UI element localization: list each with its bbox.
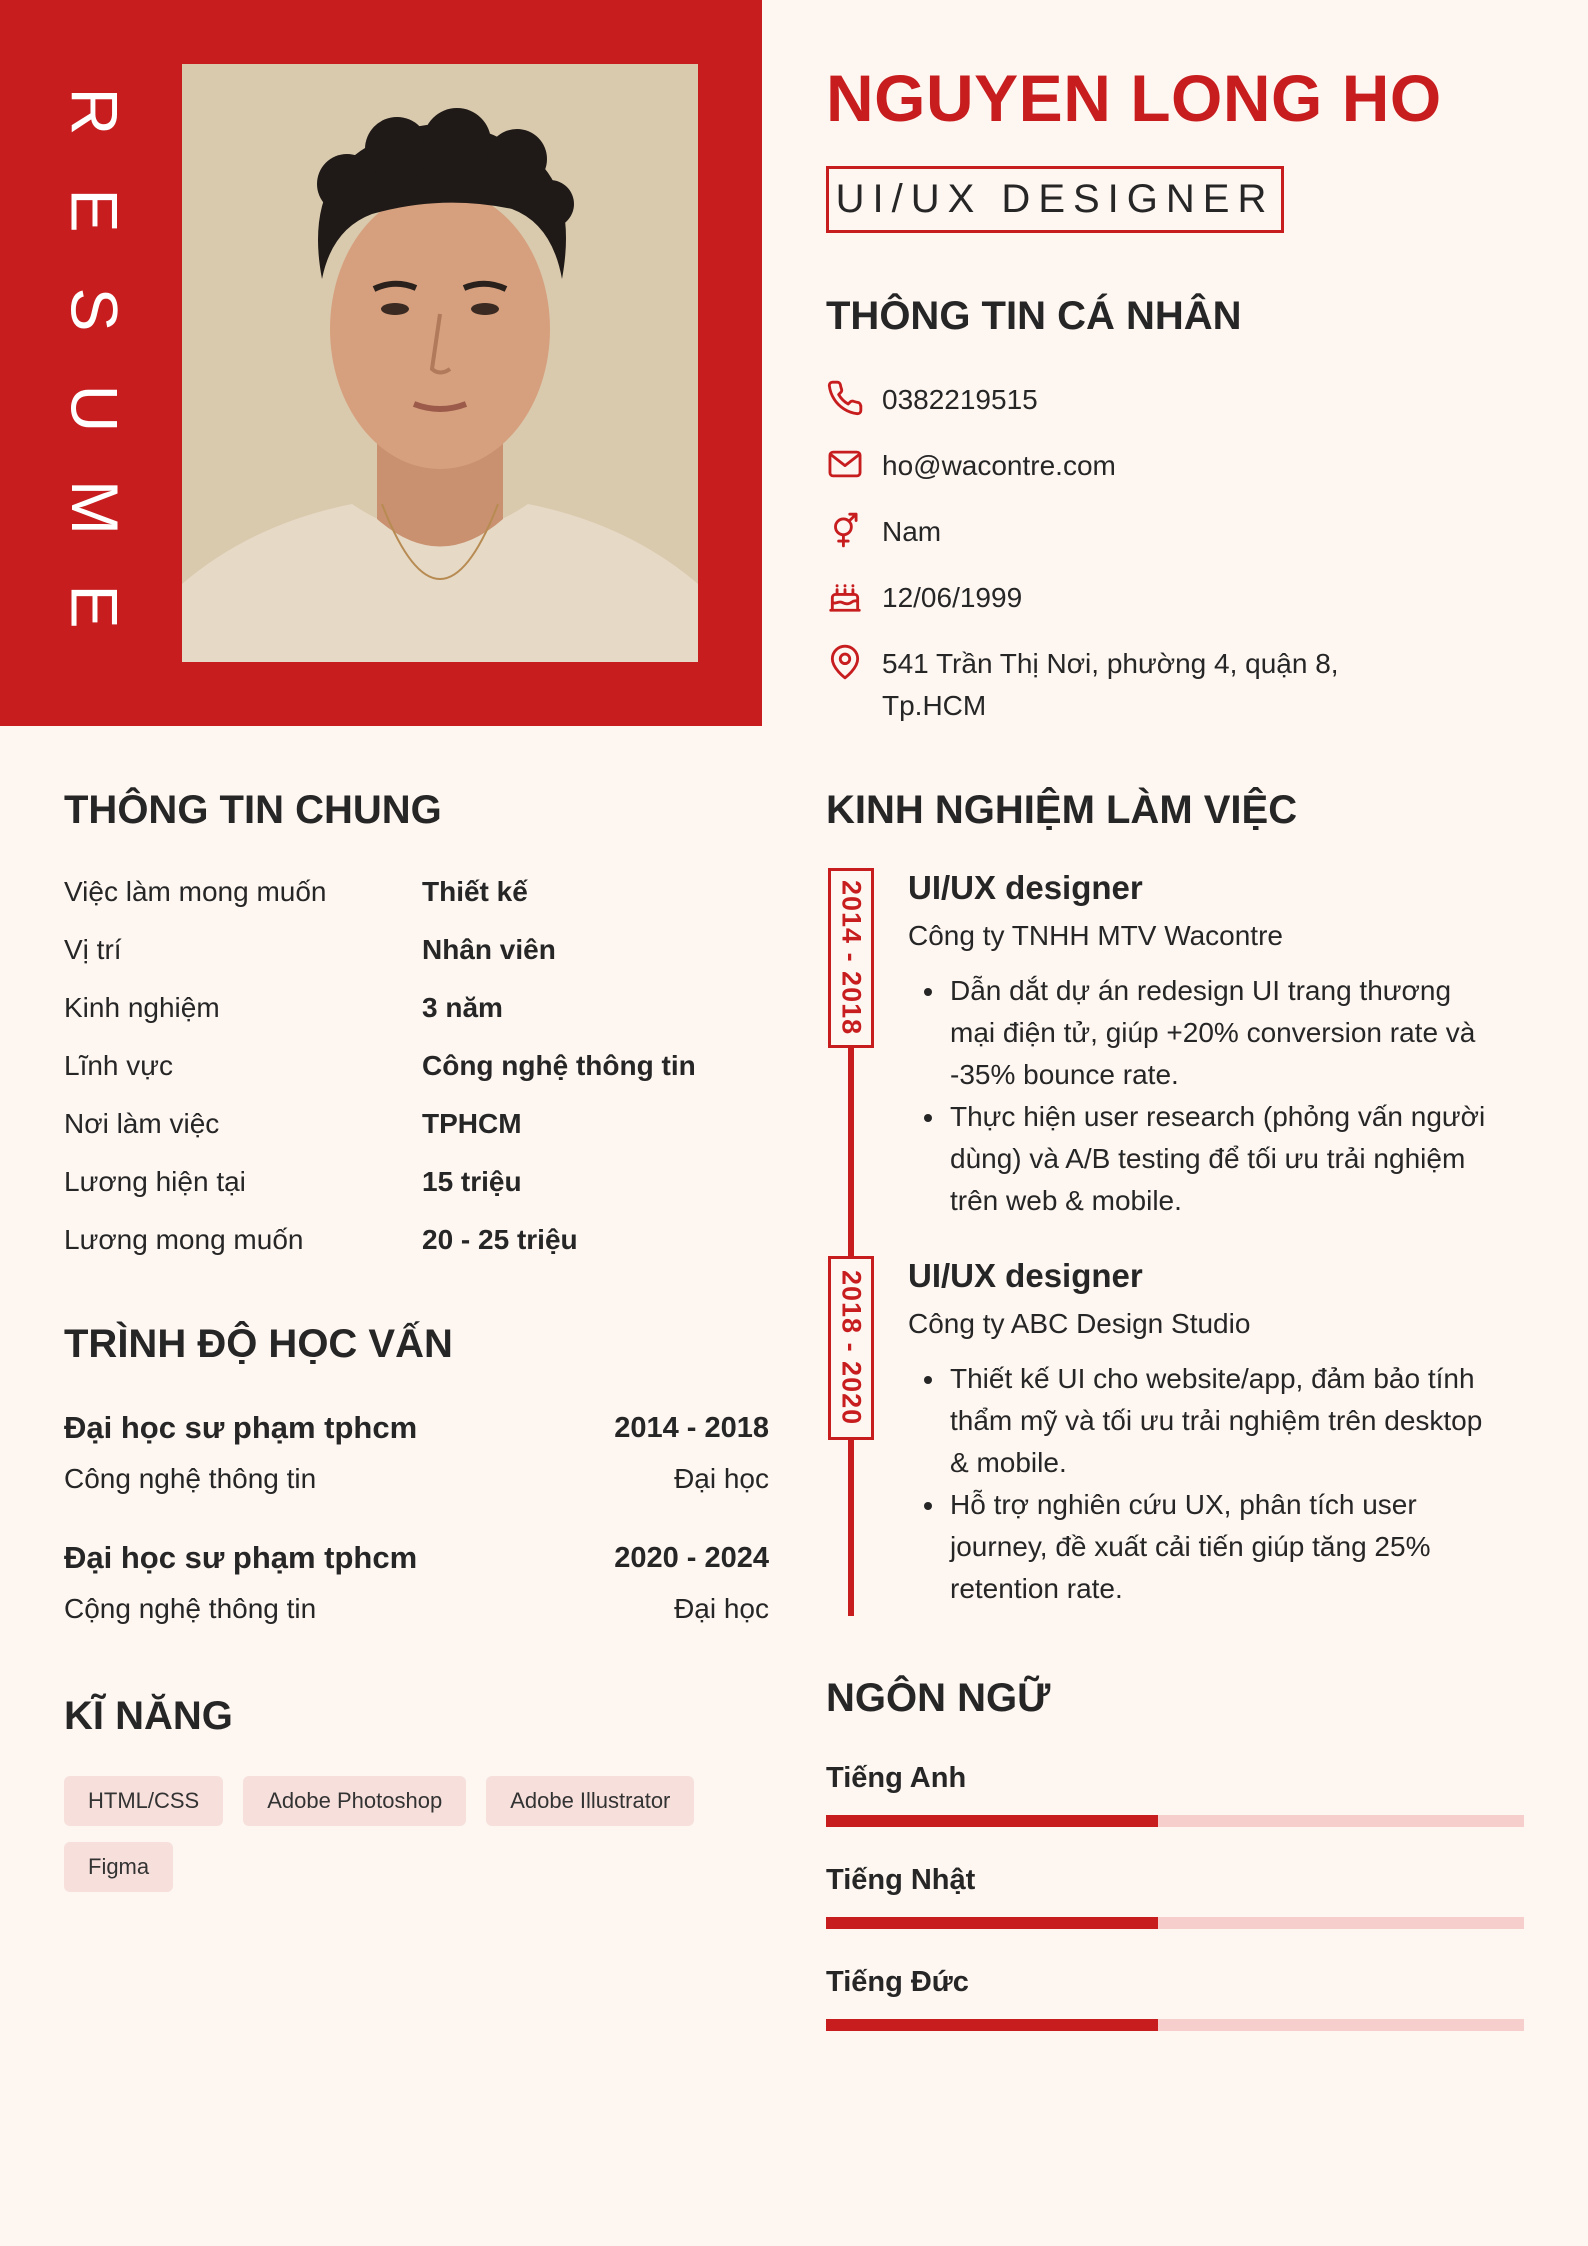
skill-tag: Adobe Photoshop <box>243 1776 466 1826</box>
info-value: 15 triệu <box>422 1166 522 1197</box>
skill-tag: Figma <box>64 1842 173 1892</box>
job-company: Công ty TNHH MTV Wacontre <box>908 920 1283 951</box>
bullet-line: dùng) và A/B testing để tối ưu trải nghiệm <box>950 1143 1466 1174</box>
address-line-2: Tp.HCM <box>882 690 987 721</box>
info-key: Nơi làm việc <box>64 1108 220 1139</box>
info-value: Nhân viên <box>422 934 556 965</box>
job-company: Công ty ABC Design Studio <box>908 1308 1251 1339</box>
info-value: Thiết kế <box>422 876 528 907</box>
language-name: Tiếng Nhật <box>826 1864 976 1896</box>
bullet-line: Thiết kế UI cho website/app, đảm bảo tính <box>950 1363 1475 1394</box>
info-value: Công nghệ thông tin <box>422 1050 696 1081</box>
info-row <box>64 1220 764 1260</box>
info-value: 3 năm <box>422 992 503 1023</box>
location-pin-icon <box>826 643 866 683</box>
language-name: Tiếng Anh <box>826 1762 967 1794</box>
education-degree: Đại học <box>674 1463 769 1494</box>
contact-address <box>826 643 1339 727</box>
contact-phone <box>826 379 1038 421</box>
job-role: UI/UX designer <box>908 1257 1143 1294</box>
contact-email <box>826 445 1116 487</box>
job-title: UI/UX DESIGNER <box>835 177 1275 221</box>
resume-letter: E <box>57 188 132 233</box>
language-level-bar <box>826 1917 1524 1929</box>
education-item <box>64 1537 769 1629</box>
birthday-cake-icon <box>826 577 866 617</box>
education-major: Công nghệ thông tin <box>64 1463 317 1494</box>
education-major: Cộng nghệ thông tin <box>64 1593 317 1624</box>
info-row <box>64 1162 764 1202</box>
bullet-line: Dẫn dắt dự án redesign UI trang thương <box>950 975 1452 1006</box>
timeline-year-badge <box>828 1256 874 1440</box>
info-key: Lĩnh vực <box>64 1050 174 1081</box>
info-row <box>64 872 764 912</box>
job-entry <box>908 866 1528 1222</box>
resume-letter: E <box>57 584 132 629</box>
address-text <box>882 643 1339 727</box>
education-degree: Đại học <box>674 1593 769 1624</box>
resume-letter: M <box>57 480 132 535</box>
bullet-line: -35% bounce rate. <box>950 1059 1179 1090</box>
info-key: Lương mong muốn <box>64 1224 304 1255</box>
timeline-year-badge <box>828 868 874 1048</box>
birthday-text: 12/06/1999 <box>882 582 1023 613</box>
info-key: Việc làm mong muốn <box>64 876 327 907</box>
profile-photo <box>182 64 698 662</box>
bullet-line: Thực hiện user research (phỏng vấn người <box>950 1101 1486 1132</box>
info-row <box>64 1046 764 1086</box>
resume-letter: S <box>57 287 132 332</box>
general-info-heading: THÔNG TIN CHUNG <box>64 788 442 832</box>
experience-heading: KINH NGHIỆM LÀM VIỆC <box>826 788 1298 832</box>
bullet-line: trên web & mobile. <box>950 1185 1182 1216</box>
bullet-line: journey, đề xuất cải tiến giúp tăng 25% <box>950 1531 1431 1562</box>
language-level-bar <box>826 1815 1524 1827</box>
info-key: Vị trí <box>64 934 122 965</box>
education-heading: TRÌNH ĐỘ HỌC VẤN <box>64 1322 453 1366</box>
contact-birthday <box>826 577 1022 619</box>
resume-vertical-title <box>56 62 132 656</box>
job-bullets <box>908 970 1528 1222</box>
email-text: ho@wacontre.com <box>882 450 1116 481</box>
education-years: 2020 - 2024 <box>614 1542 769 1574</box>
skills-heading: KĨ NĂNG <box>64 1694 233 1738</box>
job-years: 2014 - 2018 <box>836 880 867 1036</box>
job-role: UI/UX designer <box>908 869 1143 906</box>
resume-letter: U <box>57 384 132 433</box>
info-row <box>64 988 764 1028</box>
bullet-line: mại điện tử, giúp +20% conversion rate và <box>950 1017 1476 1048</box>
language-level-bar <box>826 2019 1524 2031</box>
bullet-line: thẩm mỹ và tối ưu trải nghiệm trên desktop <box>950 1405 1483 1436</box>
job-bullet <box>908 970 1528 1096</box>
skill-tag: HTML/CSS <box>64 1776 223 1826</box>
job-years: 2018 - 2020 <box>836 1270 867 1426</box>
bullet-line: Hỗ trợ nghiên cứu UX, phân tích user <box>950 1489 1417 1520</box>
bullet-line: & mobile. <box>950 1447 1067 1478</box>
phone-text: 0382219515 <box>882 384 1038 415</box>
languages-heading: NGÔN NGỮ <box>826 1676 1051 1720</box>
contact-gender <box>826 511 941 553</box>
education-item <box>64 1407 769 1499</box>
education-years: 2014 - 2018 <box>614 1412 769 1444</box>
info-row <box>64 930 764 970</box>
language-level-fill <box>826 2019 1158 2031</box>
info-key: Lương hiện tại <box>64 1166 246 1197</box>
school-name: Đại học sư phạm tphcm <box>64 1410 418 1445</box>
bullet-line: retention rate. <box>950 1573 1123 1604</box>
language-level-fill <box>826 1917 1158 1929</box>
school-name: Đại học sư phạm tphcm <box>64 1540 418 1575</box>
candidate-name: NGUYEN LONG HO <box>826 61 1442 135</box>
job-bullets <box>908 1358 1528 1610</box>
skill-tag: Adobe Illustrator <box>486 1776 694 1826</box>
gender-icon <box>826 511 866 551</box>
job-bullet <box>908 1096 1528 1222</box>
personal-info-heading: THÔNG TIN CÁ NHÂN <box>826 294 1242 338</box>
resume-letter: R <box>57 87 132 136</box>
info-value: TPHCM <box>422 1108 522 1139</box>
info-value: 20 - 25 triệu <box>422 1224 578 1255</box>
phone-icon <box>826 379 866 419</box>
gender-text: Nam <box>882 516 942 547</box>
job-bullet <box>908 1484 1528 1610</box>
language-level-fill <box>826 1815 1158 1827</box>
address-line-1: 541 Trần Thị Nơi, phường 4, quận 8, <box>882 648 1339 679</box>
job-bullet <box>908 1358 1528 1484</box>
info-row <box>64 1104 764 1144</box>
skills-list <box>64 1776 764 1892</box>
job-title-box <box>826 166 1284 233</box>
mail-icon <box>826 445 866 485</box>
language-name: Tiếng Đức <box>826 1966 969 1998</box>
info-key: Kinh nghiệm <box>64 992 220 1023</box>
job-entry <box>908 1254 1528 1610</box>
